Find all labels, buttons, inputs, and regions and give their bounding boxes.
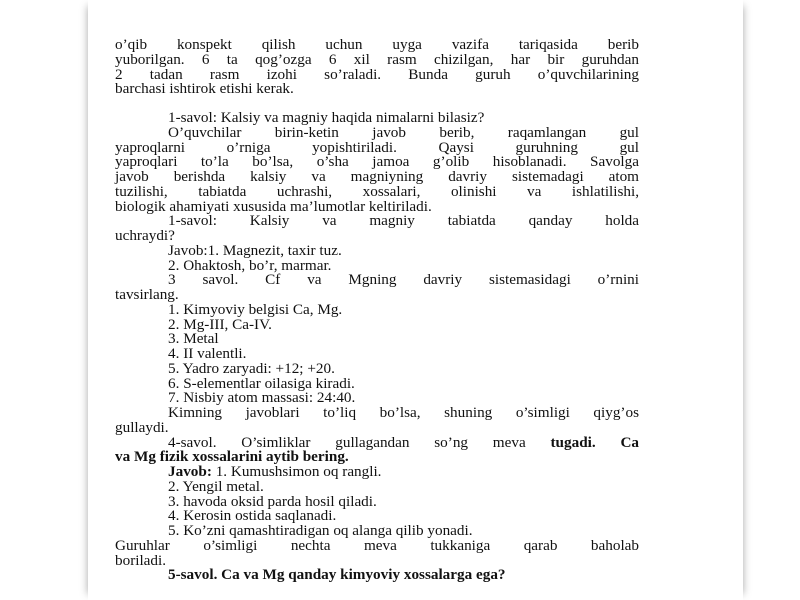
answer-label: Javob: (168, 463, 212, 480)
document-text (115, 38, 639, 583)
text-line: tavsirlang. (115, 286, 179, 303)
list-item: 2. Mg-III, Ca-IV. (168, 315, 272, 333)
question-4-bold: tugadi. Ca (550, 433, 640, 451)
text-line: gullaydi. (115, 418, 169, 436)
text-line: o’qib konspekt qilish uchun uyga vazifa tariqasida berib (115, 36, 639, 53)
text-line: yaproqlari to’la bo’lsa, o’sha jamoa g’olib hisoblanadi. Savolga (115, 153, 639, 171)
list-item: 3. havoda oksid parda hosil qiladi. (168, 492, 377, 510)
list-item: 7. Nisbiy atom massasi: 24:40. (168, 389, 356, 407)
answer-text: 1. Kumushsimon oq rangli. (211, 463, 382, 480)
text-line: yaproqlarni o’rniga yopishtiriladi. Qaysi guruhning gul (115, 138, 639, 156)
text-line: barchasi ishtirok etishi kerak. (115, 80, 294, 98)
text-line: boriladi. (115, 551, 167, 569)
answer-line: 2. Ohaktosh, bo’r, marmar. (168, 256, 332, 274)
list-item: 4. II valentli. (168, 345, 247, 362)
question-2: 1-savol: Kalsiy va magniy tabiatda qanday holda (168, 212, 639, 230)
text-line: tuzilishi, tabiatda uchrashi, xossalari, olinishi va ishlatilishi, (115, 182, 639, 200)
question-4-text: 4-savol. O’simliklar gullagandan so’ng meva (168, 433, 526, 451)
text-line: biologik ahamiyati xususida ma’lumotlar keltiriladi. (115, 197, 432, 215)
list-item: 1. Kimyoviy belgisi Ca, Mg. (168, 300, 343, 318)
text-line: Kimning javoblari to’liq bo’lsa, shuning o’simligi qiyg’os (168, 404, 639, 421)
list-item: 5. Yadro zaryadi: +12; +20. (168, 359, 335, 377)
answer-line: Javob:1. Magnezit, taxir tuz. (168, 241, 342, 259)
question-1: 1-savol: Kalsiy va magniy haqida nimalarni bilasiz? (168, 109, 485, 126)
text-line: yuborilgan. 6 ta qog’ozga 6 xil rasm chizilgan, har bir guruhdan (115, 50, 639, 68)
list-item: 2. Yengil metal. (168, 477, 264, 495)
list-item: 3. Metal (168, 330, 219, 348)
text-line: O’quvchilar birin-ketin javob berib, raqamlangan gul (168, 123, 639, 141)
question-5: 5-savol. Ca va Mg qanday kimyoviy xossalarga ega? (168, 566, 506, 584)
question-3: 3 savol. Cf va Mgning davriy sistemasidagi o’rnini (168, 271, 639, 289)
text-line: 2 tadan rasm izohi so’raladi. Bunda guruh o’quvchilarining (115, 65, 639, 83)
list-item: 6. S-elementlar oilasiga kiradi. (168, 374, 355, 392)
text-line: uchraydi? (115, 227, 175, 244)
text-line: javob berishda kalsiy va magniyning davriy sistemadagi atom (115, 168, 639, 185)
list-item: 4. Kerosin ostida saqlanadi. (168, 507, 337, 525)
text-line: Guruhlar o’simligi nechta meva tukkaniga qarab baholab (115, 536, 639, 554)
list-item: 5. Ko’zni qamashtiradigan oq alanga qilib yonadi. (168, 522, 473, 539)
question-4-continuation: va Mg fizik xossalarini aytib bering. (115, 448, 349, 466)
